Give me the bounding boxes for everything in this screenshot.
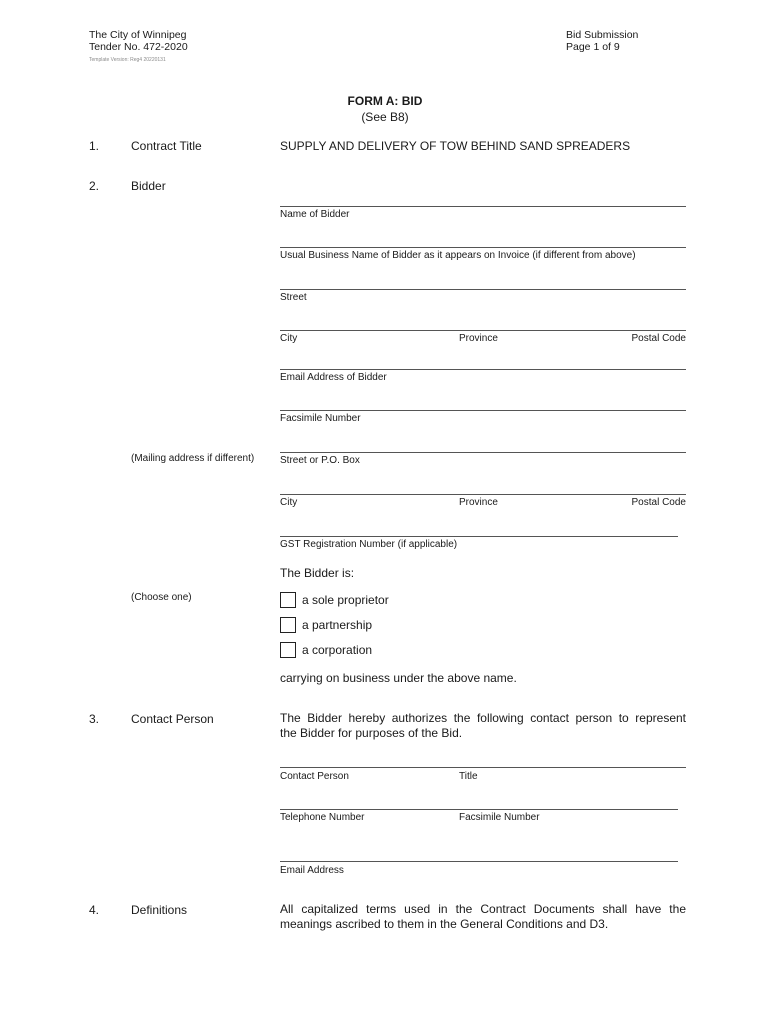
header-tender-number: Tender No. 472-2020 [89, 41, 188, 53]
contact-authorization-paragraph [280, 711, 686, 741]
province-caption: Province [459, 333, 498, 344]
section-1-number: 1. [89, 139, 100, 153]
definitions-para-line-2: meanings ascribed to them in the General Conditions and D3. [280, 917, 609, 931]
province2-caption: Province [459, 497, 498, 508]
corporation-checkbox[interactable] [280, 642, 296, 658]
contact-fax-caption: Facsimile Number [459, 812, 540, 823]
email-caption: Email Address of Bidder [280, 372, 387, 383]
bidder-name-line[interactable] [280, 206, 686, 207]
header-city: The City of Winnipeg [89, 29, 187, 41]
carrying-on-business-text: carrying on business under the above name. [280, 671, 517, 685]
street-line[interactable] [280, 289, 686, 290]
sole-proprietor-checkbox[interactable] [280, 592, 296, 608]
corporation-label: a corporation [302, 643, 373, 657]
section-2-number: 2. [89, 179, 100, 193]
contact-para-line-2: the Bidder for purposes of the Bid. [280, 726, 463, 740]
mailing-address-note: (Mailing address if different) [131, 453, 255, 464]
contact-email-caption: Email Address [280, 865, 344, 876]
usual-name-line[interactable] [280, 247, 686, 248]
city-line[interactable] [280, 330, 686, 331]
telephone-line[interactable] [280, 809, 678, 810]
section-3-label: Contact Person [131, 712, 214, 726]
section-3-number: 3. [89, 712, 100, 726]
section-1-label: Contract Title [131, 139, 202, 153]
header-bid-submission: Bid Submission [566, 29, 639, 41]
contact-person-caption: Contact Person [280, 771, 349, 782]
definitions-para-line-1: All capitalized terms used in the Contract Documents shall have the [280, 902, 686, 916]
partnership-label: a partnership [302, 618, 373, 632]
postal-code2-caption: Postal Code [631, 497, 686, 508]
contact-para-line-1: The Bidder hereby authorizes the following contact person to represent [280, 711, 686, 725]
postal-code-caption: Postal Code [631, 333, 686, 344]
city2-line[interactable] [280, 494, 686, 495]
header-page-number: Page 1 of 9 [566, 41, 620, 53]
city-caption: City [280, 333, 298, 344]
definitions-paragraph [280, 902, 686, 932]
fax-caption: Facsimile Number [280, 413, 361, 424]
po-box-line[interactable] [280, 452, 686, 453]
template-version: Template Version: Reg4 20220131 [89, 57, 166, 63]
gst-caption: GST Registration Number (if applicable) [280, 539, 458, 550]
form-subtitle: (See B8) [361, 110, 409, 124]
fax-line[interactable] [280, 410, 686, 411]
po-box-caption: Street or P.O. Box [280, 455, 360, 466]
sole-proprietor-label: a sole proprietor [302, 593, 389, 607]
contact-email-line[interactable] [280, 861, 678, 862]
city2-caption: City [280, 497, 298, 508]
usual-name-caption: Usual Business Name of Bidder as it appears on Invoice (if different from above) [280, 250, 636, 261]
telephone-caption: Telephone Number [280, 812, 365, 823]
partnership-checkbox[interactable] [280, 617, 296, 633]
section-4-number: 4. [89, 903, 100, 917]
choose-one-note: (Choose one) [131, 592, 192, 603]
email-line[interactable] [280, 369, 686, 370]
gst-line[interactable] [280, 536, 678, 537]
street-caption: Street [280, 292, 307, 303]
contact-person-line[interactable] [280, 767, 686, 768]
section-4-label: Definitions [131, 903, 188, 917]
bidder-is-label: The Bidder is: [280, 566, 355, 580]
form-title: FORM A: BID [347, 94, 423, 108]
contact-title-caption: Title [459, 771, 478, 782]
bidder-name-caption: Name of Bidder [280, 209, 350, 220]
section-2-label: Bidder [131, 179, 166, 193]
contract-title-value: SUPPLY AND DELIVERY OF TOW BEHIND SAND SPREADERS [280, 139, 631, 153]
